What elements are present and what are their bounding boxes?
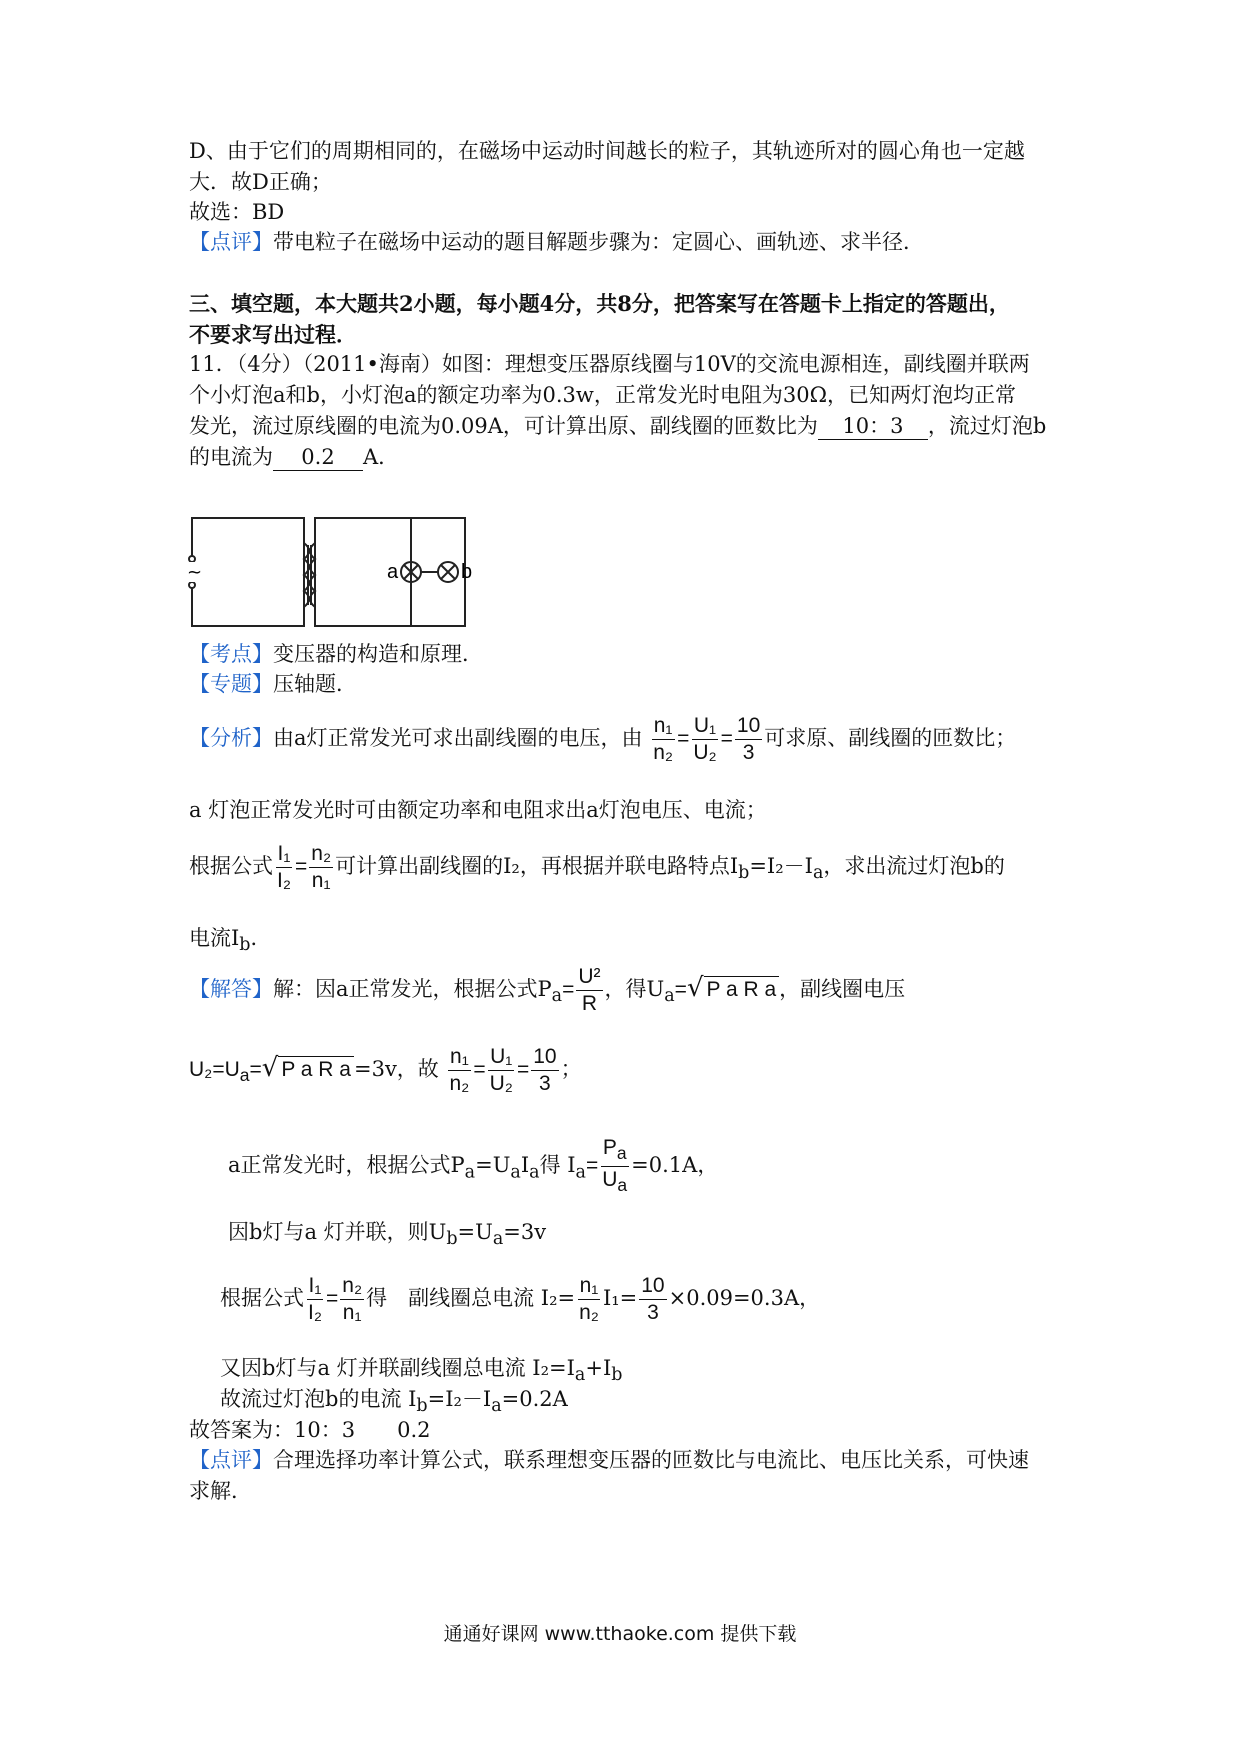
fraction-n1-n2: $\frac{\text{n₁}}{\text{n₂}}$ [653,714,674,764]
text-line: 大．故D正确； [189,170,332,194]
analysis-line: 【分析】由a灯正常发光可求出副线圈的电压，由 $\frac{\text{n₁}}{\text{n₂}}$ = $\frac{\text{U₁}}{\text{U₂}}$ = $\frac{10}{3}$ 可求原、副线圈的匝数比； [189,714,1017,764]
question-text: 发光，流过原线圈的电流为0.09A，可计算出原、副线圈的匝数比为 [189,414,818,438]
topic-line [189,638,483,671]
question-line [189,410,1046,443]
topic-text: 变压器的构造和原理． [273,642,483,666]
sqrt-icon: √ [686,973,704,1003]
analysis-line: a 灯泡正常发光时可由额定功率和电阻求出a灯泡电压、电流； [189,798,767,822]
solution-line: 故流过灯泡b的电流 $I_b=I_2-I_a=0.2A$ [220,1387,568,1417]
tag-comment: 【点评】 [189,230,273,254]
source-symbol: ~ [187,562,203,583]
sqrt-icon: √ [261,1053,279,1083]
fraction-i1-i2: $\frac{\text{I₁}}{\text{I₂}}$ [308,1274,322,1324]
category-text: 压轴题． [273,672,357,696]
final-answer: 故答案为：10：3 0.2 [189,1418,431,1442]
fraction-10-3: $\frac{10}{3}$ [533,1045,557,1095]
section-heading-2: 不要求写出过程． [189,322,357,347]
analysis-text: 由a灯正常发光可求出副线圈的电压，由 [273,726,643,750]
analysis-line: 根据公式 $\frac{\text{I₁}}{\text{I₂}}$ = $\frac{\text{n₂}}{\text{n₁}}$ 可计算出副线圈的I₂，再根据并联电路特点$I_b=I_2-I_a$，求出流过灯泡b的 [189,842,1005,892]
question-text: 的电流为 [189,445,273,469]
solution-line: 因b灯与a 灯并联，则$U_b=U_a=3v$ [228,1220,547,1250]
fraction-10-3: $\frac{10}{3}$ [641,1274,665,1324]
fraction-i1-i2: $\frac{\text{I₁}}{\text{I₂}}$ [277,842,291,892]
fraction-u1-u2: $\frac{\text{U₁}}{\text{U₂}}$ [693,714,717,764]
tag-comment: 【点评】 [189,1448,273,1472]
fraction-n2-n1: $\frac{\text{n₂}}{\text{n₁}}$ [342,1274,363,1324]
text-line: D、由于它们的周期相同的，在磁场中运动时间越长的粒子，其轨迹所对的圆心角也一定越 [189,139,1025,163]
fraction-u1-u2: $\frac{\text{U₁}}{\text{U₂}}$ [489,1045,513,1095]
solution-line: 根据公式 $\frac{\text{I₁}}{\text{I₂}}$ = $\frac{\text{n₂}}{\text{n₁}}$ 得 副线圈总电流 I₂= $\frac{\text{n₁}}{\text{n₂}}$ I₁= $\frac{10}{3}$ ×0.09=0.3A， [220,1274,821,1324]
solution-line: 又因b灯与a 灯并联副线圈总电流 $I_2=I_a+I_b$ [220,1356,623,1386]
question-line [189,441,399,474]
circuit-diagram [189,515,474,630]
solution-line: a正常发光时，根据公式$P_a=U_aI_a$得 $I_a=$ $\frac{P_a}{U_a}$ =0.1A， [228,1135,718,1198]
comment-line [189,1444,1029,1477]
tag-solution: 【解答】 [189,977,273,1001]
fraction-10-3: $\frac{10}{3}$ [736,714,761,764]
comment-text: 带电粒子在磁场中运动的题目解题步骤为：定圆心、画轨迹、求半径． [273,230,924,254]
question-line: 11．（4分）（2011•海南）如图：理想变压器原线圈与10V的交流电源相连，副线圈并联两 [189,352,1030,376]
tag-analysis: 【分析】 [189,726,273,750]
tag-topic: 【考点】 [189,642,273,666]
question-line: 个小灯泡a和b，小灯泡a的额定功率为0.3w，正常发光时电阻为30Ω，已知两灯泡均正常 [189,383,1016,407]
fraction-n1-n2: $\frac{\text{n₁}}{\text{n₂}}$ [579,1274,599,1324]
fraction-u2-r: $\frac{\text{U²}}{R}$ [578,965,601,1015]
solution-line: $U_2=U_a=√$ P a R a =3v，故 $\frac{\text{n₁}}{\text{n₂}}$ = $\frac{\text{U₁}}{\text{U₂}}$ = $\frac{10}{3}$ ； [189,1045,582,1095]
analysis-line: 电流$I_b$． [189,926,272,956]
fraction-pa-ua: $\frac{P_a}{U_a}$ [602,1136,628,1196]
page-footer: 通通好课网 www.tthaoke.com 提供下载 [443,1623,797,1645]
answer-blank: 0.2 [273,444,363,471]
comment-line [189,226,924,259]
comment-line: 求解． [189,1479,252,1503]
category-line [189,668,357,701]
section-heading: 三、填空题，本大题共2小题，每小题4分，共8分，把答案写在答题卡上指定的答题出， [189,291,1010,316]
lamp-b-label: b [461,561,473,583]
question-text: ，流过灯泡b [927,414,1047,438]
fraction-n2-n1: $\frac{\text{n₂}}{\text{n₁}}$ [311,842,332,892]
lamp-a-label: a [387,561,399,583]
answer-line: 故选：BD [189,200,285,224]
fraction-n1-n2: $\frac{\text{n₁}}{\text{n₂}}$ [449,1045,470,1095]
question-text: A． [363,445,400,469]
answer-blank: 10：3 [818,413,928,440]
analysis-text: 可求原、副线圈的匝数比； [764,726,1017,750]
solution-line: 【解答】解：因a正常发光，根据公式$P_a=$ $\frac{\text{U²}}{R}$ ，得$U_a=√$ P a R a ，副线圈电压 [189,965,906,1015]
primary-loop [192,518,304,626]
tag-category: 【专题】 [189,672,273,696]
comment-text: 合理选择功率计算公式，联系理想变压器的匝数比与电流比、电压比关系，可快速 [273,1448,1029,1472]
